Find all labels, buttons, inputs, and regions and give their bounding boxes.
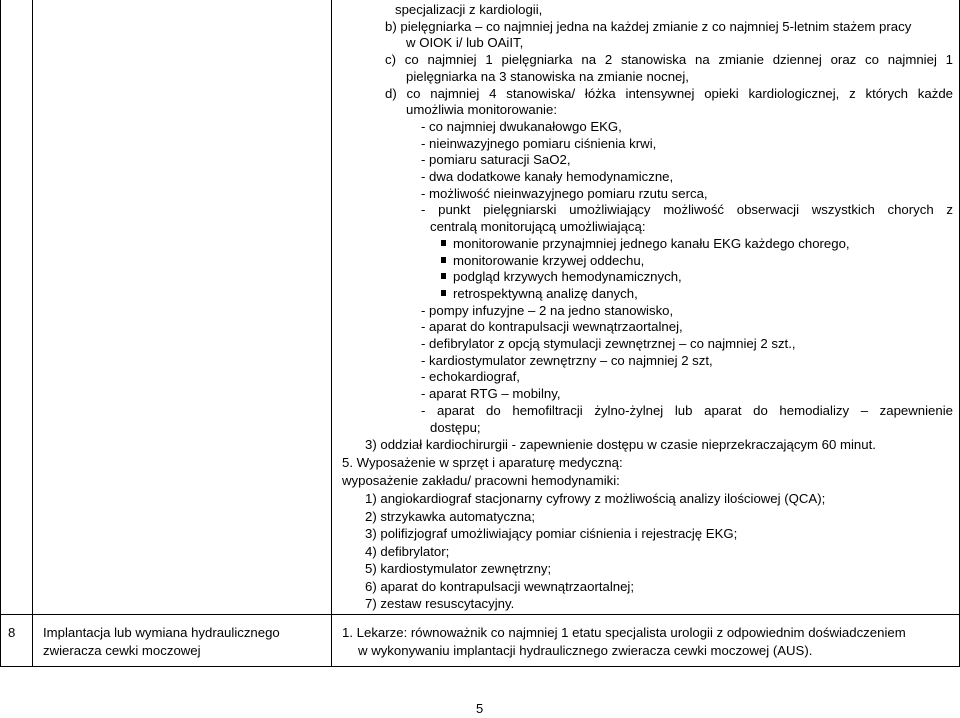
text-line: - kardiostymulator zewnętrzny – co najmniej 2 szt,: [421, 352, 713, 368]
requirement-text: w wykonywaniu implantacji hydraulicznego zwieracza cewki moczowej (AUS).: [358, 643, 813, 658]
bullet-text: monitorowanie przynajmniej jednego kanału EKG każdego chorego,: [453, 235, 850, 251]
text-line: - echokardiograf,: [421, 369, 520, 385]
text-line: - defibrylator z opcją stymulacji zewnętrznej – co najmniej 2 szt.,: [421, 336, 796, 351]
text-line: pielęgniarka na 3 stanowiska na zmianie nocnej,: [406, 68, 689, 84]
text-line: - pompy infuzyjne – 2 na jedno stanowisko,: [421, 302, 674, 318]
table-border-left: [0, 0, 1, 667]
text-line: b) pielęgniarka – co najmniej jedna na każdej zmianie z co najmniej 5-letnim stażem pracy: [385, 18, 912, 34]
text-line: umożliwia monitorowanie:: [406, 102, 557, 118]
requirement-text: 1. Lekarze: równoważnik co najmniej 1 etatu specjalista urologii z odpowiednim doświadczeniem: [342, 625, 906, 640]
text-line: c) co najmniej 1 pielęgniarka na 2 stanowiska na zmianie dziennej oraz co najmniej 1: [385, 52, 953, 68]
equipment-item: 6) aparat do kontrapulsacji wewnątrzaortalnej;: [365, 578, 635, 594]
square-bullet-icon: [441, 257, 446, 263]
equipment-item: 3) polifizjograf umożliwiający pomiar ciśnienia i rejestrację EKG;: [365, 526, 738, 541]
text-line: d) co najmniej 4 stanowiska/ łóżka intensywnej opieki kardiologicznej, z których każde: [385, 85, 953, 101]
table-border-bottom: [0, 666, 960, 667]
equipment-item: 2) strzykawka automatyczna;: [365, 508, 536, 524]
square-bullet-icon: [441, 290, 446, 296]
text-line: - możliwość nieinwazyjnego pomiaru rzutu serca,: [421, 185, 708, 201]
square-bullet-icon: [441, 240, 446, 246]
text-line: - co najmniej dwukanałowgo EKG,: [421, 118, 622, 134]
text-line: - aparat do kontrapulsacji wewnątrzaortalnej,: [421, 319, 683, 335]
procedure-name: zwieracza cewki moczowej: [43, 643, 201, 658]
text-line: - nieinwazyjnego pomiaru ciśnienia krwi,: [421, 135, 657, 151]
procedure-name: Implantacja lub wymiana hydraulicznego: [43, 625, 280, 640]
bullet-text: retrospektywną analizę danych,: [453, 285, 638, 301]
row-separator: [0, 614, 960, 615]
bullet-text: podgląd krzywych hemodynamicznych,: [453, 269, 682, 285]
text-line: centralą monitorującą umożliwiającą:: [430, 219, 646, 235]
table-border-col1: [32, 0, 33, 667]
text-line: - pomiaru saturacji SaO2,: [421, 152, 571, 168]
text-line: dostępu;: [430, 419, 481, 435]
text-line: - aparat RTG – mobilny,: [421, 386, 561, 402]
text-line: wyposażenie zakładu/ pracowni hemodynamiki:: [342, 473, 620, 488]
bullet-text: monitorowanie krzywej oddechu,: [453, 252, 645, 268]
text-line: 3) oddział kardiochirurgii - zapewnienie dostępu w czasie nieprzekraczającym 60 minut.: [365, 437, 876, 452]
square-bullet-icon: [441, 273, 446, 279]
table-border-col2: [331, 0, 332, 667]
row-number: 8: [8, 625, 16, 640]
text-line: - punkt pielęgniarski umożliwiający możliwość obserwacji wszystkich chorych z: [421, 202, 953, 218]
text-line: - dwa dodatkowe kanały hemodynamiczne,: [421, 169, 674, 184]
text-line: - aparat do hemofiltracji żylno-żylnej lub aparat do hemodializy – zapewnienie: [421, 402, 953, 418]
equipment-item: 5) kardiostymulator zewnętrzny;: [365, 561, 552, 576]
text-line: w OIOK i/ lub OAiIT,: [406, 35, 524, 51]
equipment-item: 7) zestaw resuscytacyjny.: [365, 596, 515, 611]
equipment-item: 1) angiokardiograf stacjonarny cyfrowy z możliwością analizy ilościowej (QCA);: [365, 491, 826, 506]
section-heading: 5. Wyposażenie w sprzęt i aparaturę medyczną:: [342, 455, 623, 470]
page-number: 5: [476, 701, 484, 716]
equipment-item: 4) defibrylator;: [365, 543, 450, 559]
text-line: specjalizacji z kardiologii,: [395, 2, 543, 17]
